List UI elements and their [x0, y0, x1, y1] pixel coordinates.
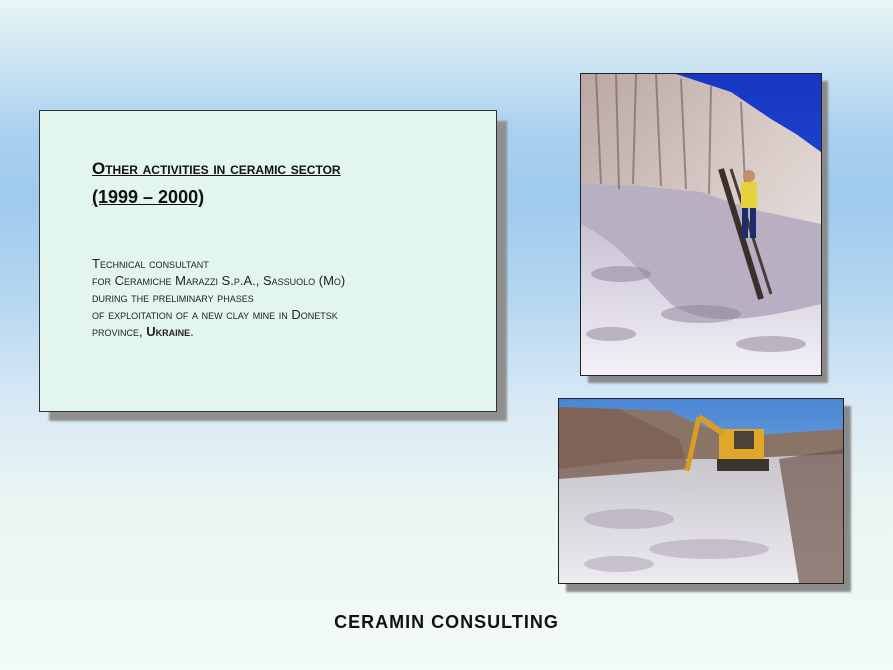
body-line: during the preliminary phases [92, 290, 254, 305]
body-end: . [190, 324, 194, 339]
card-heading [92, 155, 341, 211]
body-line-text: province, [92, 324, 147, 339]
body-line-last [92, 323, 345, 340]
country-emphasis: Ukraine [146, 324, 191, 339]
card-body [92, 255, 345, 340]
excavator-image [559, 399, 843, 583]
quarry-worker-image [581, 74, 821, 375]
company-footer: CERAMIN CONSULTING [334, 612, 559, 632]
photo-excavator [558, 398, 844, 584]
heading-line-2: (1999 – 2000) [92, 187, 205, 207]
text-card [39, 110, 497, 412]
body-line: of exploitation of a new clay mine in Donetsk [92, 307, 338, 322]
heading-line-1: Other activities in ceramic sector [92, 159, 341, 178]
body-line: for Ceramiche Marazzi S.p.A., Sassuolo (Mo) [92, 273, 346, 288]
photo-quarry-worker [580, 73, 822, 376]
body-line: Technical consultant [92, 256, 209, 271]
